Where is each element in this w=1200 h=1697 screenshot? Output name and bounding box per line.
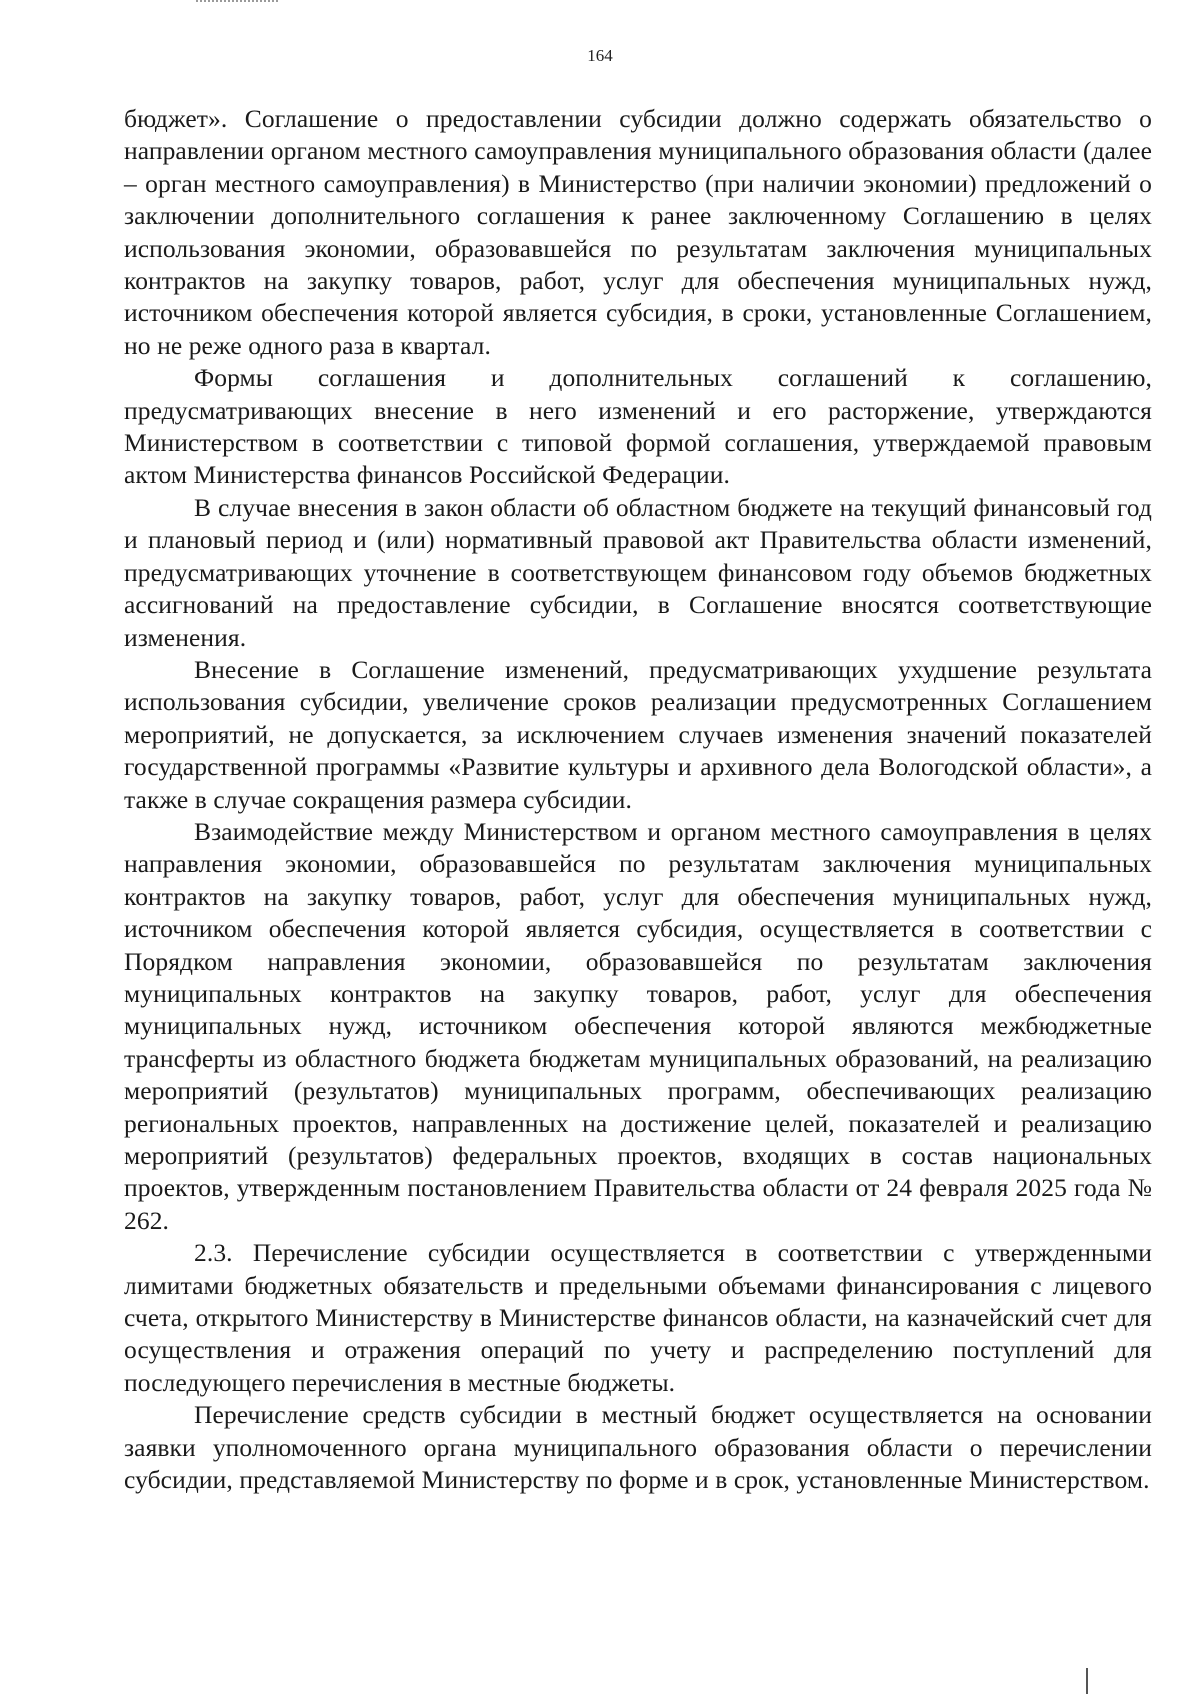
paragraph-budget-changes: В случае внесения в закон области об областном бюджете на текущий финансовый год и плановый период и (или) нормативный правовой акт Правительства области изменений, предусматривающих уточнение в соответствующем финансовом году объемов бюджетных ассигнований на предоставление субсидии, в Соглашение вносятся соответствующие изменения. <box>124 492 1152 652</box>
paragraph-amendment-restrictions: Внесение в Соглашение изменений, предусматривающих ухудшение результата использования субсидии, увеличение сроков реализации предусмотренных Соглашением мероприятий, не допускается, за исключением случаев изменения значений показателей государственной программы «Развитие культуры и архивного дела Вологодской области», а также в случае сокращения размера субсидии. <box>124 654 1152 814</box>
document-body <box>124 103 1152 1496</box>
scan-artifact-top <box>196 0 278 5</box>
page-number: 164 <box>587 46 613 65</box>
paragraph-section-2-3: 2.3. Перечисление субсидии осуществляется в соответствии с утвержденными лимитами бюджетных обязательств и предельными объемами финансирования с лицевого счета, открытого Министерству в Министерстве финансов области, на казначейский счет для осуществления и отражения операций по учету и распределению поступлений для последующего перечисления в местные бюджеты. <box>124 1238 1152 1397</box>
paragraph-economy-interaction: Взаимодействие между Министерством и органом местного самоуправления в целях направления экономии, образовавшейся по результатам заключения муниципальных контрактов на закупку товаров, работ, услуг для обеспечения муниципальных нужд, источником обеспечения которой является субсидия, осуществляется в соответствии с Порядком направления экономии, образовавшейся по результатам заключения муниципальных контрактов на закупку товаров, работ, услуг для обеспечения муниципальных нужд, источником обеспечения которой являются межбюджетные трансферты из областного бюджета бюджетам муниципальных образований, на реализацию мероприятий (результатов) муниципальных программ, обеспечивающих реализацию региональных проектов, направленных на достижение целей, показателей и реализацию мероприятий (результатов) федеральных проектов, входящих в состав национальных проектов, утвержденным постановлением Правительства области от 24 февраля 2025 года № 262. <box>124 816 1152 1235</box>
paragraph-transfer-request: Перечисление средств субсидии в местный бюджет осуществляется на основании заявки уполномоченного органа муниципального образования области о перечислении субсидии, представляемой Министерству по форме и в срок, установленные Министерством. <box>124 1400 1152 1495</box>
paragraph-agreement-forms: Формы соглашения и дополнительных соглашений к соглашению, предусматривающих внесение в него изменений и его расторжение, утверждаются Министерством в соответствии с типовой формой соглашения, утверждаемой правовым актом Министерства финансов Российской Федерации. <box>124 363 1152 490</box>
paragraph-continuation: бюджет». Соглашение о предоставлении субсидии должно содержать обязательство о направлении органом местного самоуправления муниципального образования области (далее – орган местного самоуправления) в Министерство (при наличии экономии) предложений о заключении дополнительного соглашения к ранее заключенному Соглашению в целях использования экономии, образовавшейся по результатам заключения муниципальных контрактов на закупку товаров, работ, услуг для обеспечения муниципальных нужд, источником обеспечения которой является субсидия, в сроки, установленные Соглашением, но не реже одного раза в квартал. <box>124 104 1152 360</box>
scan-artifact-bottom <box>1086 1668 1088 1694</box>
